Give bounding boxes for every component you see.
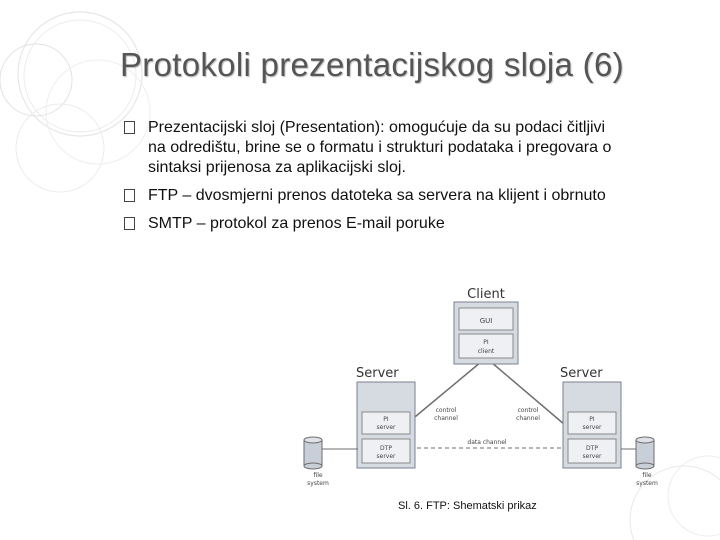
svg-text:file: file bbox=[313, 472, 323, 479]
server-left-label: Server bbox=[356, 366, 399, 381]
svg-text:server: server bbox=[376, 453, 396, 460]
checkbox-icon bbox=[124, 217, 135, 230]
svg-text:file: file bbox=[642, 472, 652, 479]
svg-text:server: server bbox=[582, 424, 602, 431]
client-pi-label: PI bbox=[483, 339, 489, 346]
bullet-item bbox=[122, 118, 622, 178]
bullet-text: SMTP – protokol za prenos E-mail poruke bbox=[148, 215, 445, 232]
checkbox-icon bbox=[124, 121, 135, 134]
bullet-text: Prezentacijski sloj (Presentation): omogućuje da su podaci čitljivi na odredištu, brine se o formatu i strukturi podataka i pregovara o sintaksi prijenosa za aplikacijski sloj. bbox=[148, 119, 612, 176]
svg-text:channel: channel bbox=[516, 415, 540, 422]
svg-text:server: server bbox=[582, 453, 602, 460]
control-channel-left-label: control bbox=[435, 407, 457, 414]
server-right-label: Server bbox=[560, 366, 603, 381]
bullet-item bbox=[122, 186, 622, 206]
bullet-list bbox=[122, 118, 622, 242]
client-label: Client bbox=[467, 287, 505, 302]
file-system-left-icon bbox=[304, 437, 322, 469]
svg-text:channel: channel bbox=[434, 415, 458, 422]
control-channel-right-label: control bbox=[517, 407, 539, 414]
file-system-right-icon bbox=[636, 437, 654, 469]
checkbox-icon bbox=[124, 189, 135, 202]
svg-text:PI: PI bbox=[383, 416, 389, 423]
svg-text:DTP: DTP bbox=[380, 445, 392, 452]
svg-text:system: system bbox=[636, 480, 658, 487]
bullet-item bbox=[122, 214, 622, 234]
svg-text:PI: PI bbox=[589, 416, 595, 423]
slide-title: Protokoli prezentacijskog sloja (6) bbox=[120, 46, 624, 83]
client-gui-label: GUI bbox=[479, 317, 493, 325]
bullet-text: FTP – dvosmjerni prenos datoteka sa servera na klijent i obrnuto bbox=[148, 187, 606, 204]
svg-text:server: server bbox=[376, 424, 396, 431]
svg-text:client: client bbox=[477, 348, 495, 355]
figure-caption: Sl. 6. FTP: Shematski prikaz bbox=[398, 500, 537, 512]
svg-text:DTP: DTP bbox=[586, 445, 598, 452]
ftp-diagram bbox=[296, 286, 676, 496]
data-channel-label: data channel bbox=[467, 439, 507, 446]
svg-text:system: system bbox=[307, 480, 329, 487]
